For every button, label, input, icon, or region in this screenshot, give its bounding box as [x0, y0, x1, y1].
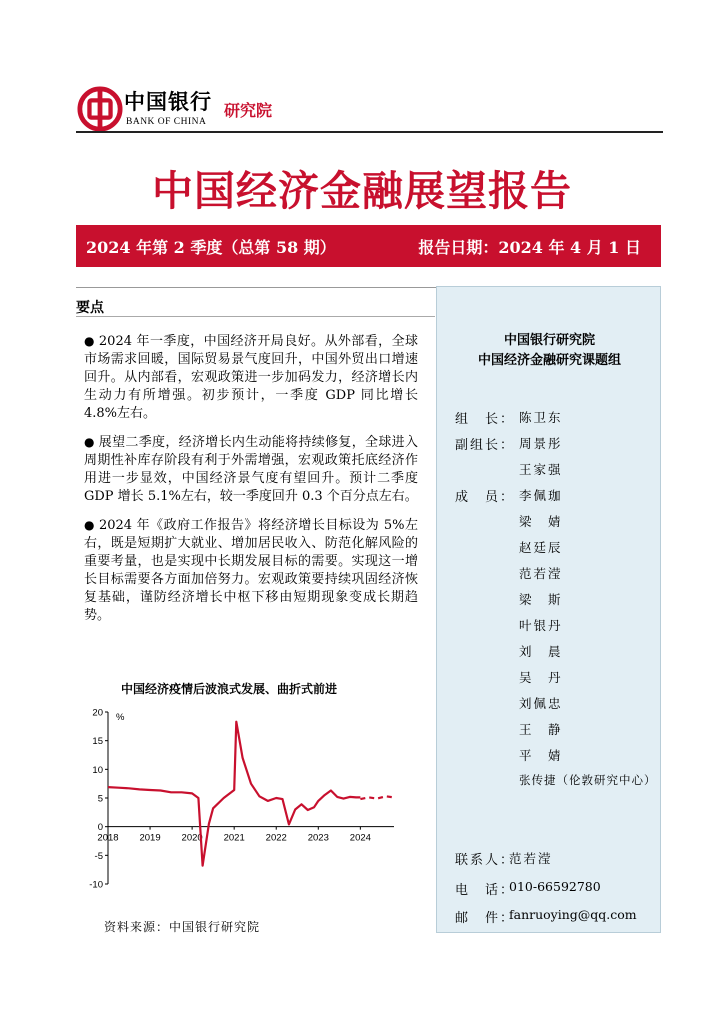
y-tick-label: 10: [92, 764, 103, 776]
research-team-sidebar: [436, 286, 661, 933]
report-header: [76, 84, 664, 134]
x-tick-label: 2023: [307, 832, 329, 844]
sidebar-org-name: 中国银行研究院: [503, 333, 595, 348]
y-tick-label: 0: [97, 822, 103, 834]
members-label: 成 员：: [455, 490, 516, 505]
member-name: 吴 丹: [519, 670, 563, 685]
sidebar-group-name: 中国经济金融研究课题组: [477, 353, 621, 368]
key-point-item: [84, 332, 418, 423]
data-source-note: 资料来源：中国银行研究院: [104, 920, 261, 934]
y-tick-label: 5: [97, 793, 103, 805]
member-name: 范若滢: [519, 566, 563, 581]
member-name: 刘佩忠: [519, 696, 563, 711]
email-label: 邮 件：: [455, 911, 516, 926]
bullet-dot-icon: ●: [84, 518, 95, 532]
leader-label: 组 长：: [455, 412, 516, 427]
x-tick-label: 2021: [223, 832, 245, 844]
header-rule: [76, 131, 663, 133]
y-tick-label: -5: [94, 850, 103, 862]
key-points-list: [84, 332, 418, 635]
y-unit-label: %: [116, 712, 125, 723]
bullet-dot-icon: ●: [84, 435, 95, 449]
member-name: 梁 婧: [519, 514, 563, 529]
research-institute-label: 研究院: [224, 101, 273, 120]
phone-number[interactable]: 010-66592780: [509, 879, 601, 894]
gdp-growth-chart: [80, 703, 400, 893]
x-tick-label: 2019: [139, 832, 161, 844]
member-name: 张传捷（伦敦研究中心）: [519, 773, 657, 787]
key-point-text: 2024 年《政府工作报告》将经济增长目标设为 5%左右，既是短期扩大就业、增加居民收入、防范化解风险的重要考量，也是实现中长期发展目标的需要。实现这一增长目标需要各方面加倍努力。宏观政策要持续巩固经济恢复基础，谨防经济增长中枢下移由短期现象变成长期趋势。: [84, 518, 418, 623]
bank-of-china-logo-icon: [76, 86, 124, 132]
y-tick-label: 20: [92, 707, 103, 719]
member-name: 李佩珈: [519, 488, 563, 503]
chart-title: 中国经济疫情后波浪式发展、曲折式前进: [121, 682, 338, 696]
forecast-series-line: [360, 796, 394, 799]
key-point-item: [84, 516, 418, 625]
vice-leader-name: 王家强: [519, 462, 563, 477]
x-tick-label: 2018: [97, 832, 119, 844]
issue-period: 2024 年第 2 季度（总第 58 期）: [86, 238, 336, 257]
vice-leader-label: 副组长：: [455, 438, 516, 453]
x-tick-label: 2020: [181, 832, 203, 844]
bank-name-chinese: 中国银行: [124, 89, 212, 114]
member-name: 王 静: [519, 722, 563, 737]
phone-label: 电 话：: [455, 883, 516, 898]
key-points-heading: 要点: [76, 300, 104, 316]
member-name: 赵廷辰: [519, 540, 563, 555]
email-address[interactable]: fanruoying@qq.com: [509, 907, 637, 922]
member-name: 平 婧: [519, 748, 563, 763]
x-tick-label: 2024: [349, 832, 371, 844]
leader-name: 陈卫东: [519, 410, 563, 425]
key-points-underline: [76, 316, 435, 317]
y-tick-label: -10: [89, 879, 103, 891]
contact-label: 联系人：: [455, 853, 516, 868]
member-name: 梁 斯: [519, 592, 563, 607]
y-tick-label: 15: [92, 736, 103, 748]
vice-leader-name: 周景彤: [519, 436, 563, 451]
report-date: 报告日期：2024 年 4 月 1 日: [418, 238, 641, 257]
issue-band: [76, 225, 661, 267]
member-name: 叶银丹: [519, 618, 563, 633]
member-name: 刘 晨: [519, 644, 563, 659]
contact-name: 范若滢: [509, 851, 553, 866]
gdp-growth-series-line: [108, 722, 360, 866]
key-point-item: [84, 433, 418, 506]
bank-name-english: BANK OF CHINA: [126, 117, 207, 127]
report-title: 中国经济金融展望报告: [152, 167, 572, 215]
bullet-dot-icon: ●: [84, 334, 95, 348]
key-point-text: 2024 年一季度，中国经济开局良好。从外部看，全球市场需求回暖，国际贸易景气度回升，中国外贸出口增速回升。从内部看，宏观政策进一步加码发力，经济增长内生动力有所增强。初步预计，一季度 GDP 同比增长 4.8%左右。: [84, 334, 418, 421]
key-point-text: 展望二季度，经济增长内生动能将持续修复，全球进入周期性补库存阶段有利于外需增强，宏观政策托底经济作用进一步显效，中国经济景气度有望回升。预计二季度 GDP 增长 5.1%左右，较一季度回升 0.3 个百分点左右。: [84, 435, 418, 504]
x-tick-label: 2022: [265, 832, 287, 844]
